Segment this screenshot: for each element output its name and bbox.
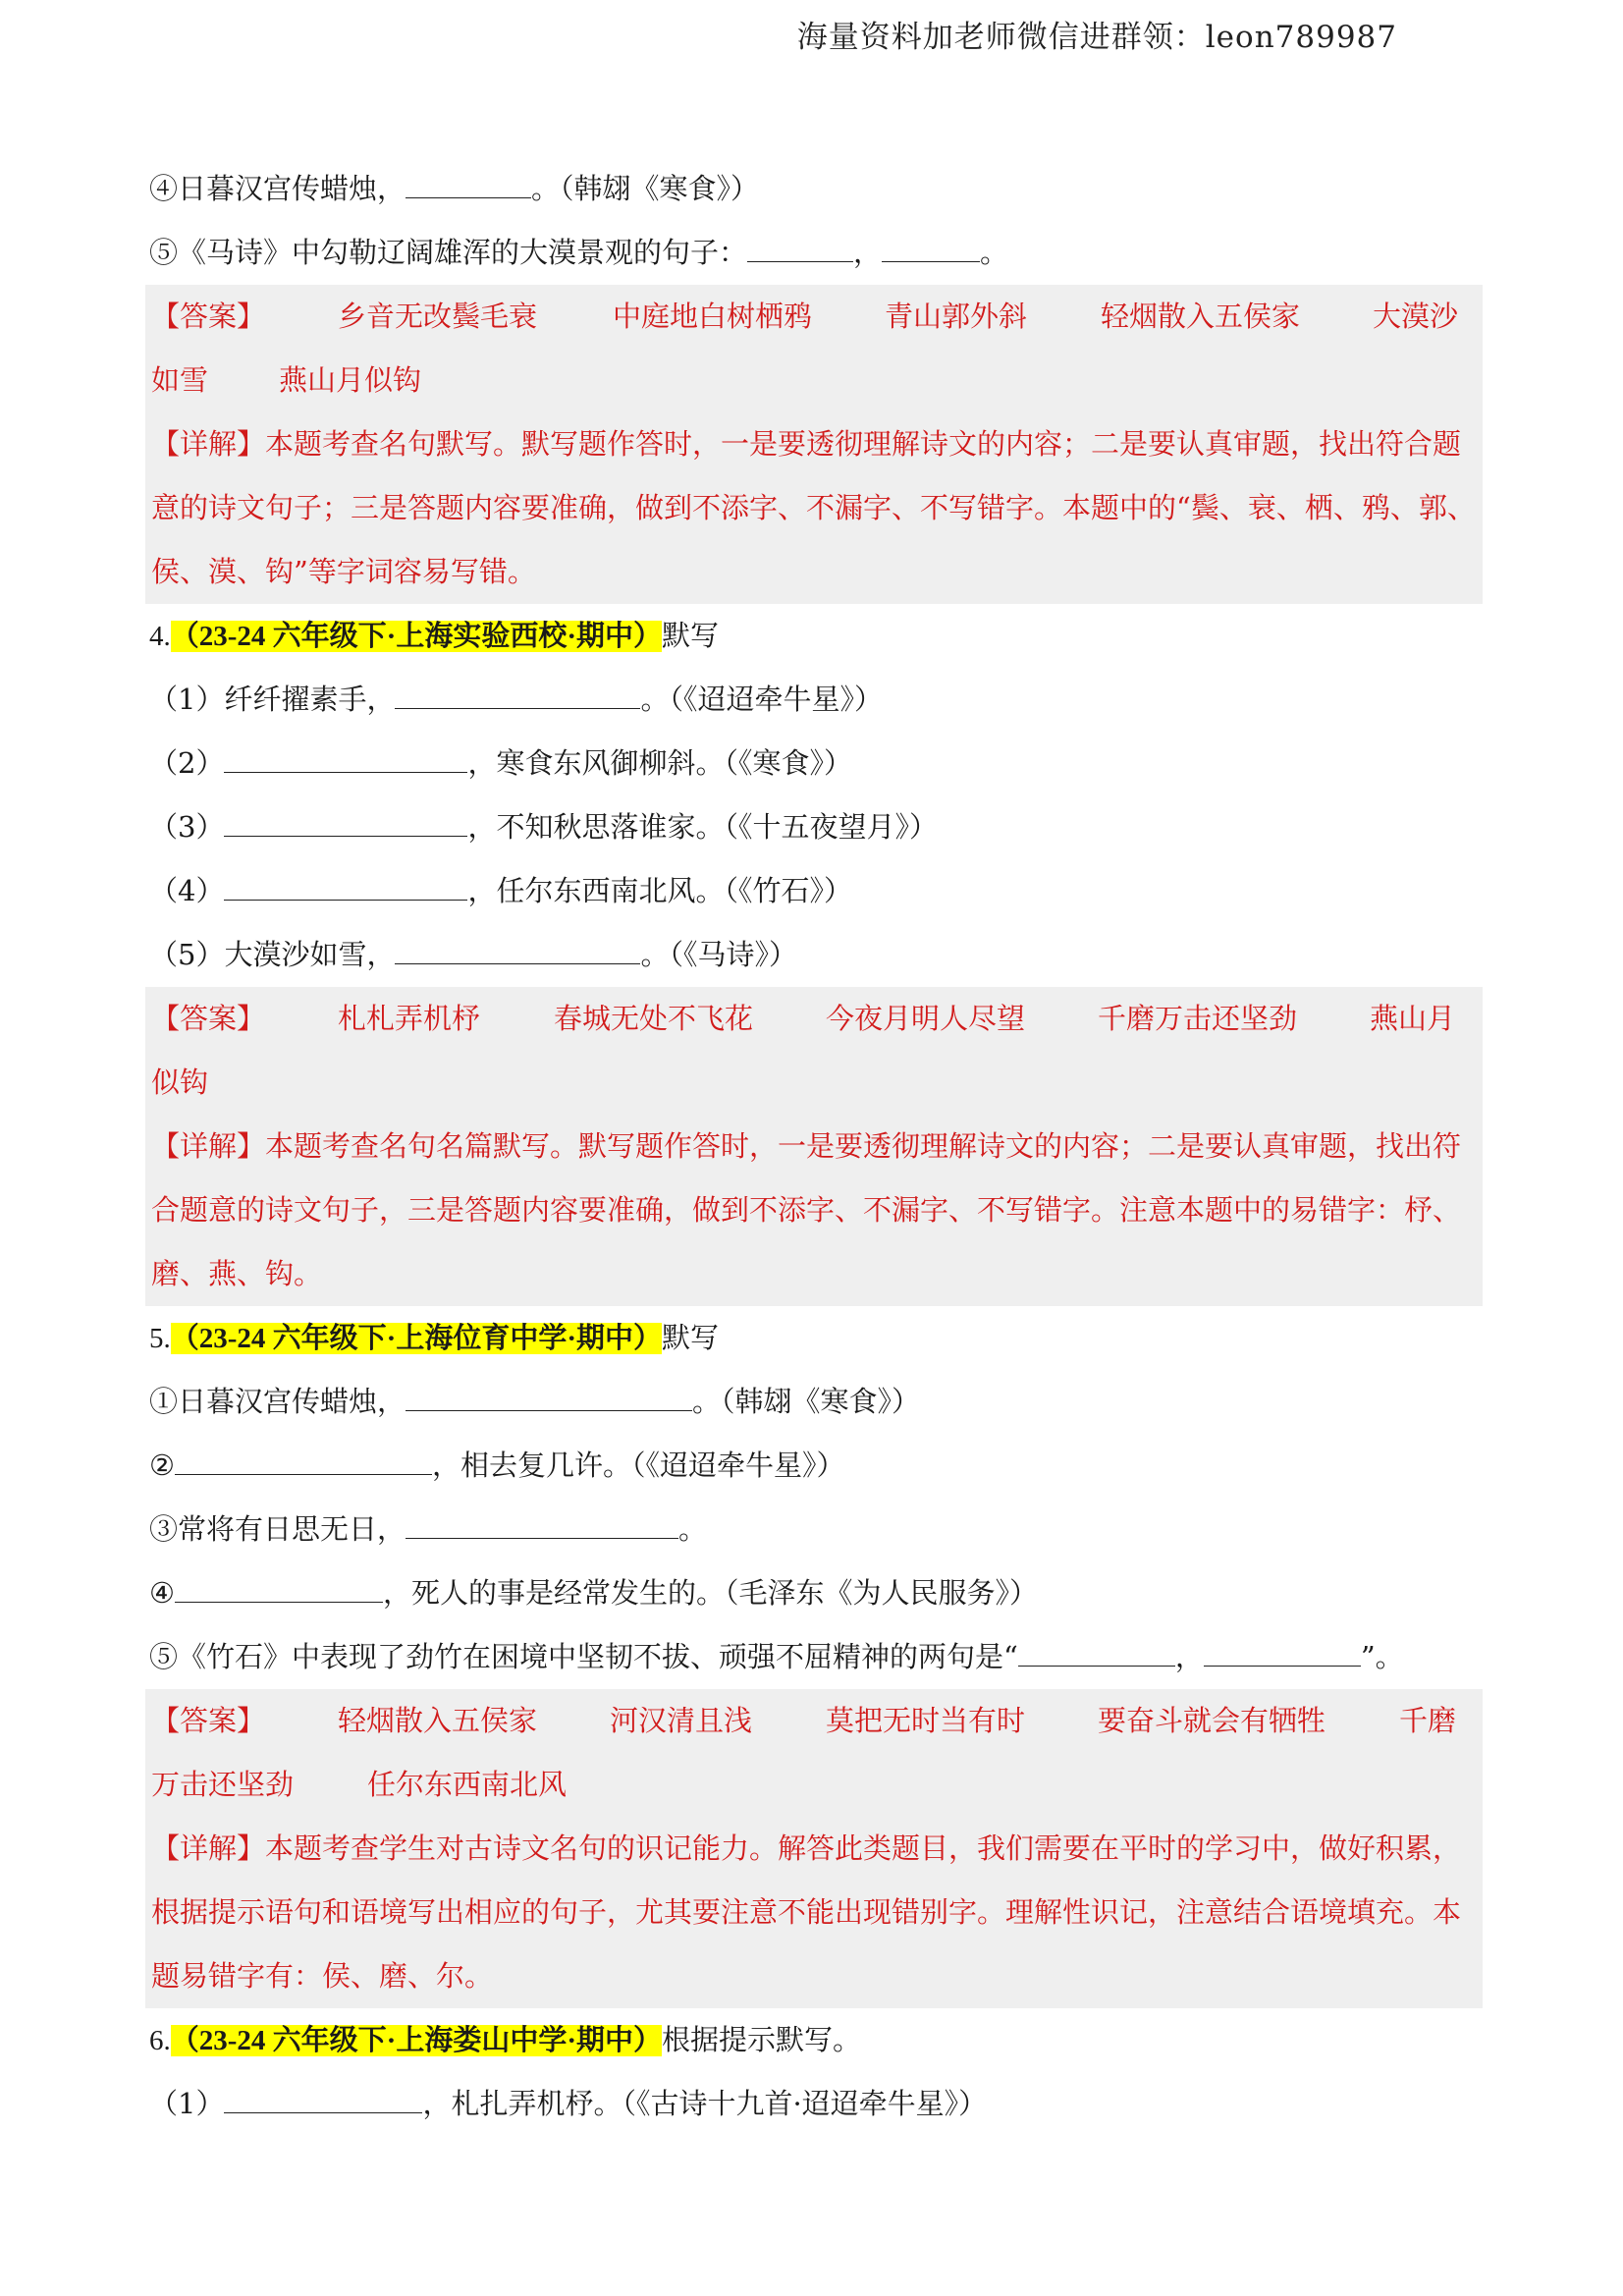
q6-heading [145, 2008, 1483, 2072]
prompt-text: 。 [678, 1512, 708, 1546]
prompt-text: （2） [149, 746, 225, 780]
q4-item-3 [145, 795, 1483, 859]
prompt-text: ，死人的事是经常发生的。（毛泽东《为人民服务》） [383, 1576, 1039, 1610]
q3-answer-box [145, 285, 1483, 604]
question-title: 默写 [662, 619, 720, 652]
question-source: （23-24 六年级下·上海实验西校·期中） [170, 621, 663, 652]
answer-item: 任尔东西南北风 [367, 1768, 568, 1801]
detail-label: 【详解】 [151, 1831, 266, 1865]
prompt-text: ，不知秋思落谁家。（《十五夜望月》） [467, 810, 938, 844]
answer-blank[interactable] [406, 172, 531, 198]
answer-item: 今夜月明人尽望 [826, 1002, 1026, 1035]
answer-item: 青山郭外斜 [885, 300, 1028, 333]
answer-item: 乡音无改鬓毛衰 [338, 300, 538, 333]
detail-label: 【详解】 [151, 427, 266, 461]
question-number: 4. [149, 621, 171, 652]
q3-line-4 [145, 157, 1483, 221]
prompt-text: ，任尔东西南北风。（《竹石》） [467, 874, 852, 907]
q5-item-2 [145, 1434, 1483, 1498]
prompt-text: ，札扎弄机杼。（《古诗十九首·迢迢牵牛星》） [422, 2087, 988, 2120]
prompt-text: （4） [149, 874, 225, 907]
answer-item: 似钩 [151, 1066, 209, 1099]
prompt-text: ⑤《马诗》中勾勒辽阔雄浑的大漠景观的句子： [149, 236, 748, 269]
answer-item: 春城无处不飞花 [554, 1002, 754, 1035]
q5-heading [145, 1306, 1483, 1370]
prompt-text: ， [1174, 1640, 1204, 1673]
q4-item-1 [145, 668, 1483, 732]
q5-answer-box [145, 1689, 1483, 2008]
detail-text: 本题考查名句默写。默写题作答时，一是要透彻理解诗文的内容；二是要认真审题，找出符合题 [265, 427, 1462, 461]
answer-label: 【答案】 [151, 1002, 266, 1035]
prompt-text: ② [149, 1449, 175, 1482]
detail-text: 侯、漠、钩”等字词容易写错。 [151, 555, 536, 588]
q4-item-2 [145, 732, 1483, 795]
q5-item-3 [145, 1498, 1483, 1561]
prompt-text: 。（《马诗》） [640, 938, 797, 971]
answer-item: 中庭地白树栖鸦 [613, 300, 813, 333]
q4-answer-box [145, 987, 1483, 1306]
answer-label: 【答案】 [151, 300, 266, 333]
answer-item: 燕山月 [1370, 1002, 1456, 1035]
detail-text: 合题意的诗文句子，三是答题内容要准确，做到不添字、不漏字、不写错字。注意本题中的易错字：杼、 [151, 1193, 1462, 1227]
answer-blank[interactable] [175, 1449, 432, 1475]
detail-text: 本题考查学生对古诗文名句的识记能力。解答此类题目，我们需要在平时的学习中，做好积累， [265, 1831, 1462, 1865]
question-source: （23-24 六年级下·上海位育中学·期中） [170, 1323, 663, 1354]
page-header-watermark: 海量资料加老师微信进群领：leon789987 [796, 20, 1397, 55]
detail-text: 题易错字有：侯、磨、尔。 [151, 1959, 494, 1993]
answer-blank[interactable] [175, 1576, 383, 1603]
answer-item: 如雪 [151, 363, 209, 397]
prompt-text: 。（韩翃《寒食》） [531, 172, 760, 205]
answer-item: 河汉清且浅 [610, 1704, 753, 1737]
question-title: 根据提示默写。 [662, 2023, 862, 2056]
answer-item: 千磨 [1399, 1704, 1457, 1737]
prompt-text: ③常将有日思无日， [149, 1512, 406, 1546]
answer-item: 要奋斗就会有牺牲 [1098, 1704, 1326, 1737]
q3-line-5 [145, 221, 1483, 285]
prompt-text: （3） [149, 810, 225, 844]
answer-item: 轻烟散入五侯家 [338, 1704, 538, 1737]
prompt-text: 。 [980, 236, 1009, 269]
prompt-text: 。（《迢迢牵牛星》） [640, 683, 883, 716]
answer-blank[interactable] [747, 236, 853, 262]
question-number: 5. [149, 1323, 171, 1354]
answer-blank[interactable] [224, 2087, 422, 2113]
prompt-text: ， [853, 236, 883, 269]
q6-item-1 [145, 2072, 1483, 2136]
prompt-text: ④ [149, 1576, 175, 1610]
question-title: 默写 [662, 1321, 720, 1354]
q5-item-1 [145, 1370, 1483, 1434]
answer-item: 轻烟散入五侯家 [1101, 300, 1301, 333]
detail-label: 【详解】 [151, 1129, 266, 1163]
detail-text: 意的诗文句子；三是答题内容要准确，做到不添字、不漏字、不写错字。本题中的“鬓、衰、栖、鸦、郭、 [151, 491, 1476, 524]
answer-blank[interactable] [406, 1385, 692, 1411]
answer-item: 千磨万击还坚劲 [1098, 1002, 1298, 1035]
answer-blank[interactable] [224, 810, 467, 837]
prompt-text: ，寒食东风御柳斜。（《寒食》） [467, 746, 852, 780]
prompt-text: ，相去复几许。（《迢迢牵牛星》） [432, 1449, 845, 1482]
document-body [145, 157, 1483, 2136]
answer-label: 【答案】 [151, 1704, 266, 1737]
q5-item-4 [145, 1561, 1483, 1625]
answer-item: 大漠沙 [1373, 300, 1459, 333]
q4-item-4 [145, 859, 1483, 923]
q4-heading [145, 604, 1483, 668]
answer-blank[interactable] [395, 683, 640, 709]
answer-item: 燕山月似钩 [279, 363, 422, 397]
prompt-text: ”。 [1360, 1640, 1404, 1673]
answer-item: 札札弄机杼 [338, 1002, 481, 1035]
prompt-text: （1） [149, 2087, 225, 2120]
question-number: 6. [149, 2025, 171, 2056]
prompt-text: 。（韩翃《寒食》） [692, 1385, 921, 1418]
prompt-text: ①日暮汉宫传蜡烛， [149, 1385, 406, 1418]
answer-blank[interactable] [1018, 1640, 1175, 1667]
prompt-text: ⑤《竹石》中表现了劲竹在困境中坚韧不拔、顽强不屈精神的两句是“ [149, 1640, 1018, 1673]
answer-blank[interactable] [224, 874, 467, 901]
prompt-text: （1）纤纤擢素手， [149, 683, 396, 716]
detail-text: 本题考查名句名篇默写。默写题作答时，一是要透彻理解诗文的内容；二是要认真审题，找出符 [265, 1129, 1462, 1163]
answer-item: 万击还坚劲 [151, 1768, 295, 1801]
answer-item: 莫把无时当有时 [826, 1704, 1026, 1737]
q5-item-5 [145, 1625, 1483, 1689]
detail-text: 根据提示语句和语境写出相应的句子，尤其要注意不能出现错别字。理解性识记，注意结合语境填充。本 [151, 1895, 1462, 1929]
q4-item-5 [145, 923, 1483, 987]
question-source: （23-24 六年级下·上海娄山中学·期中） [170, 2025, 663, 2056]
prompt-text: ④日暮汉宫传蜡烛， [149, 172, 406, 205]
answer-blank[interactable] [406, 1512, 678, 1539]
answer-blank[interactable] [224, 746, 467, 773]
answer-blank[interactable] [882, 236, 980, 262]
answer-blank[interactable] [395, 938, 640, 964]
answer-blank[interactable] [1204, 1640, 1361, 1667]
prompt-text: （5）大漠沙如雪， [149, 938, 396, 971]
detail-text: 磨、燕、钩。 [151, 1257, 323, 1290]
